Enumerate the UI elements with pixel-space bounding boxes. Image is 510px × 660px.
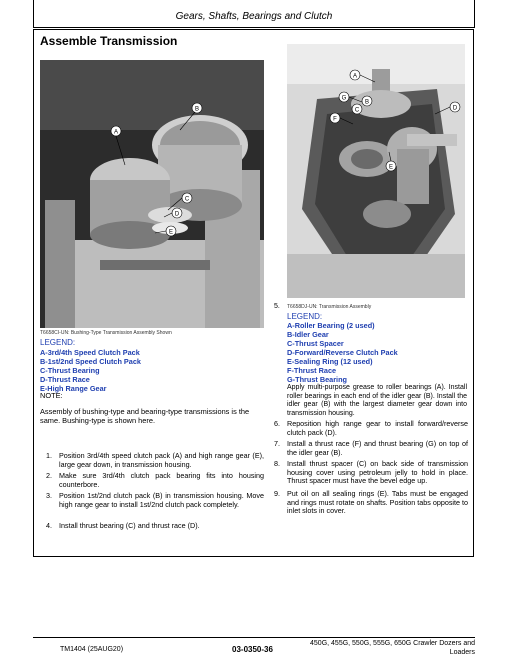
step-number: 2. [46,471,52,480]
step-number: 6. [274,419,280,428]
figure1-legend-item: E-High Range Gear [40,384,107,393]
step-text: Install a thrust race (F) and thrust bearing (G) on top of the idler gear (B). [287,439,468,457]
figure1-callout-e: E [168,229,174,236]
figure2-legend-item: B-Idler Gear [287,330,329,339]
step-text: Put oil on all sealing rings (E). Tabs must be engaged and rings must rotate on shafts. Position tabs opposite to inlet slots in cover. [287,489,468,516]
header-rule [33,27,475,28]
note-text: Assembly of bushing-type and bearing-type transmissions is the same. Bushing-type is shown here. [40,407,250,426]
figure1-callout-b: B [194,106,200,113]
step-number: 4. [46,521,52,530]
figure2-callout-f: F [333,116,337,123]
figure1-illustration [40,60,264,328]
figure1-legend-item: D-Thrust Race [40,375,90,384]
figure2-callout-e: E [388,164,394,171]
figure1-legend-title: LEGEND: [40,338,76,347]
step-number: 1. [46,451,52,460]
figure2-legend-item: C-Thrust Spacer [287,339,344,348]
figure2-legend-item: A-Roller Bearing (2 used) [287,321,375,330]
note-label: NOTE: [40,391,63,400]
step-number: 7. [274,439,280,448]
figure2-legend-item: D-Forward/Reverse Clutch Pack [287,348,398,357]
figure2-callout-d: D [452,105,458,112]
step-text: Reposition high range gear to install forward/reverse clutch pack (D). [287,419,468,437]
figure2-legend [287,321,398,384]
section-title: Assemble Transmission [40,34,178,48]
figure1-legend [40,348,141,393]
figure2-legend-item: E-Sealing Ring (12 used) [287,357,373,366]
figure2-callout-b: B [364,99,370,106]
figure1-legend-item: B-1st/2nd Speed Clutch Pack [40,357,141,366]
step-number: 8. [274,459,280,468]
figure1-legend-item: C-Thrust Bearing [40,366,100,375]
footer-document-id: TM1404 (25AUG20) [60,646,124,653]
step-number: 9. [274,489,280,498]
page-header-title: Gears, Shafts, Bearings and Clutch [175,11,333,22]
step-number: 3. [46,491,52,500]
figure2-illustration [287,44,465,298]
figure2-body: Apply multi-purpose grease to roller bearings (A). Install roller bearings in each end of the idler gear (B). Install the idler gear (B) with the largest diameter gear down into transmission housing. [287,384,467,417]
figure2-legend-title: LEGEND: [287,312,323,321]
step-text: Position 1st/2nd clutch pack (B) in transmission housing. Move high range gear to install 1st/2nd clutch pack completely. [59,491,264,509]
figure2-caption: T6658DJ-UN: Transmission Assembly [287,304,372,310]
figure2-photo [287,44,465,298]
figure2-step-number: 5. [274,303,280,310]
figure1-callout-d: D [174,211,180,218]
header-frame-right [474,0,475,28]
step-text: Install thrust spacer (C) on back side of transmission housing cover using petroleum jelly to hold in place. Thrust spacer must have the bevel edge up. [287,459,468,486]
footer-product-line: 450G, 455G, 550G, 555G, 650G Crawler Dozers and Loaders [310,640,475,656]
step-text: Make sure 3rd/4th clutch pack bearing fits into housing counterbore. [59,471,264,489]
step-text: Position 3rd/4th speed clutch pack (A) and high range gear (E), large gear down, in transmission housing. [59,451,264,469]
figure2-legend-item: F-Thrust Race [287,366,337,375]
figure1-callout-c: C [184,196,190,203]
figure1-photo [40,60,264,328]
figure2-callout-a: A [352,73,358,80]
footer-page-number: 03-0350-36 [232,645,273,654]
step-text: Install thrust bearing (C) and thrust race (D). [59,521,200,530]
figure1-legend-item: A-3rd/4th Speed Clutch Pack [40,348,140,357]
figure1-caption: T6658CI-UN: Bushing-Type Transmission Assembly Shown [40,330,172,336]
figure2-callout-g: G [341,95,347,102]
figure1-callout-a: A [113,129,119,136]
figure2-callout-c: C [354,107,360,114]
figure2-legend-item: G-Thrust Bearing [287,375,347,384]
footer-rule [33,637,475,638]
